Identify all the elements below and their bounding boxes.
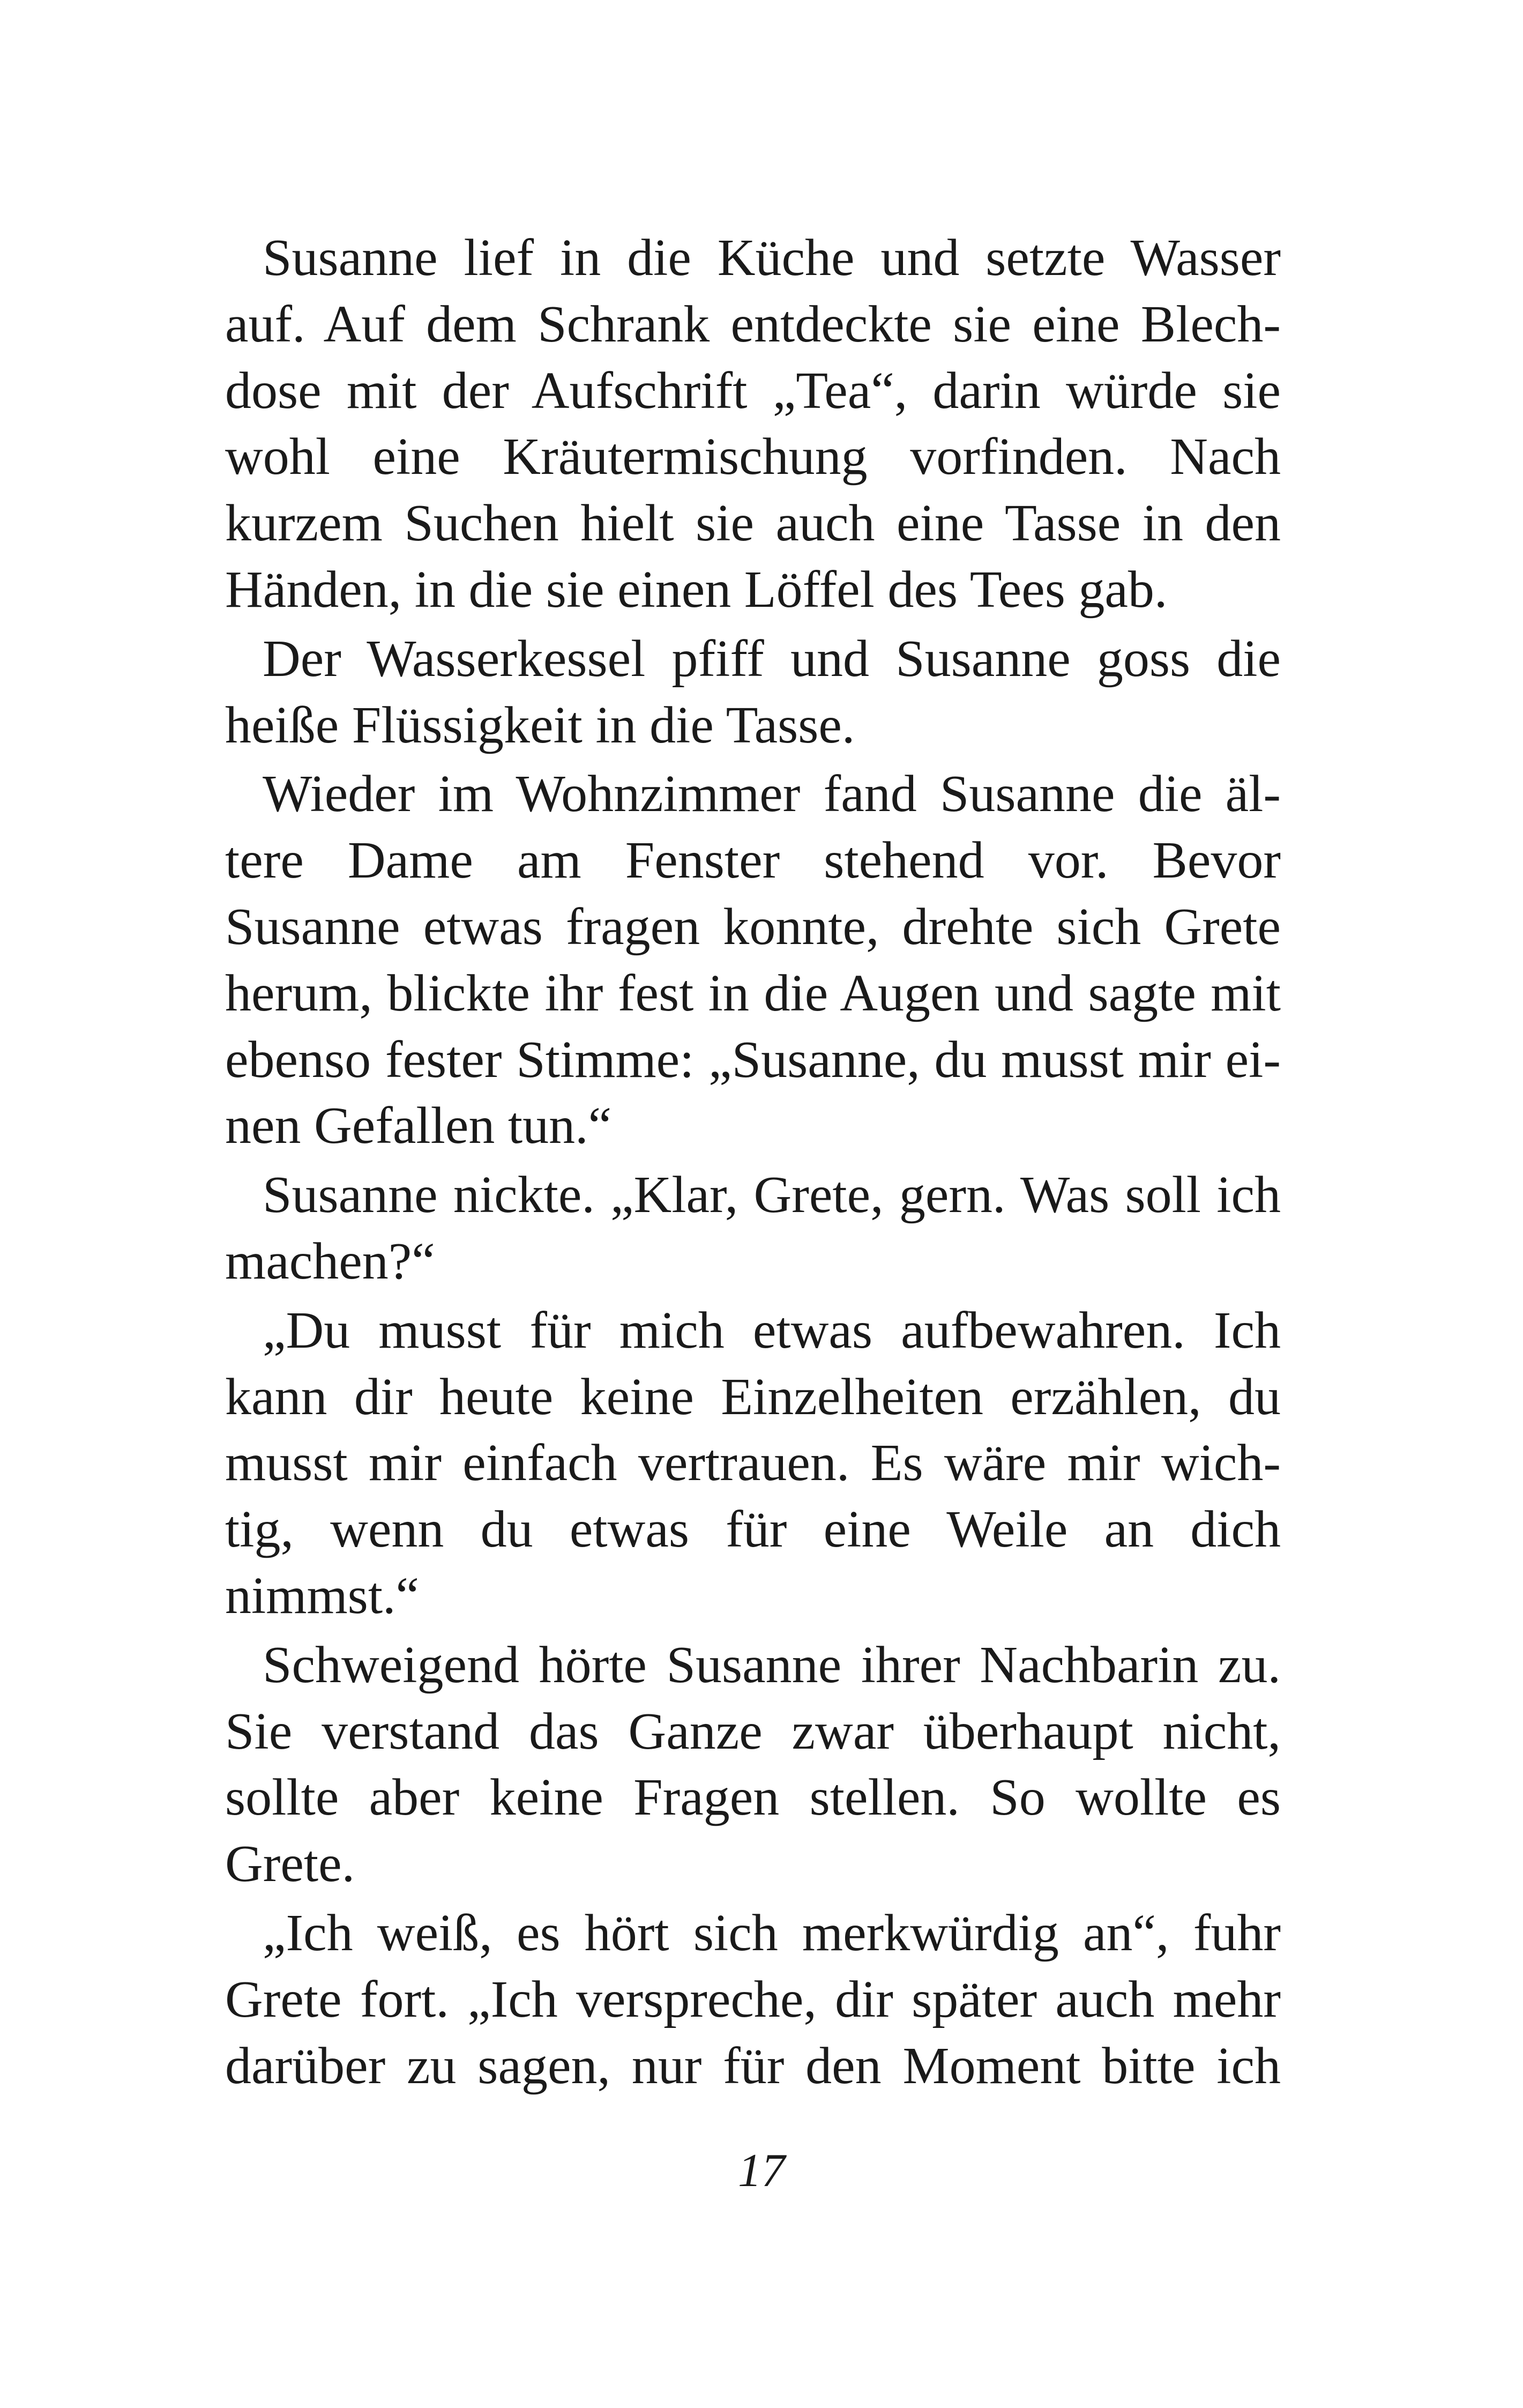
text-line: „Ich weiß, es hört sich merkwürdig an“, fuhr: [263, 1904, 1281, 1962]
paragraph-4: [225, 1162, 1281, 1295]
text-line: auf. Auf dem Schrank entdeckte sie eine Blech-: [225, 295, 1281, 353]
paragraph-7: [225, 1900, 1281, 2099]
text-line: Der Wasserkessel pfiff und Susanne goss die: [263, 629, 1281, 688]
text-line: ebenso fester Stimme: „Susanne, du musst mir ei-: [225, 1030, 1281, 1089]
text-line: heiße Flüssigkeit in die Tasse.: [225, 696, 855, 754]
text-line: nimmst.“: [225, 1566, 420, 1625]
page-number: 17: [738, 2145, 785, 2197]
text-line: herum, blickte ihr fest in die Augen und sagte mit: [225, 964, 1281, 1022]
text-line: Sie verstand das Ganze zwar überhaupt nicht,: [225, 1702, 1281, 1760]
text-line: nen Gefallen tun.“: [225, 1097, 612, 1155]
text-line: tere Dame am Fenster stehend vor. Bevor: [225, 831, 1281, 890]
text-line: kurzem Suchen hielt sie auch eine Tasse in den: [225, 494, 1281, 553]
text-line: Grete fort. „Ich verspreche, dir später auch mehr: [225, 1970, 1281, 2028]
paragraph-5: [225, 1298, 1281, 1630]
text-line: tig, wenn du etwas für eine Weile an dich: [225, 1500, 1281, 1559]
text-line: Susanne lief in die Küche und setzte Wasser: [263, 229, 1281, 287]
body-text: [225, 225, 1281, 2102]
text-line: sollte aber keine Fragen stellen. So wollte es: [225, 1768, 1281, 1827]
paragraph-3: [225, 761, 1281, 1160]
paragraph-6: [225, 1632, 1281, 1898]
text-line: kann dir heute keine Einzelheiten erzählen, du: [225, 1367, 1281, 1426]
text-line: wohl eine Kräutermischung vorfinden. Nach: [225, 428, 1281, 486]
text-line: Grete.: [225, 1835, 355, 1893]
text-line: Susanne etwas fragen konnte, drehte sich Grete: [225, 897, 1281, 956]
text-line: „Du musst für mich etwas aufbewahren. Ich: [263, 1301, 1281, 1359]
text-line: dose mit der Aufschrift „Tea“, darin würde sie: [225, 361, 1281, 420]
text-line: darüber zu sagen, nur für den Moment bitte ich: [225, 2037, 1281, 2095]
text-line: Schweigend hörte Susanne ihrer Nachbarin zu.: [263, 1636, 1281, 1694]
text-line: Händen, in die sie einen Löffel des Tees gab.: [225, 560, 1168, 619]
text-line: Wieder im Wohnzimmer fand Susanne die äl-: [263, 765, 1281, 823]
text-line: musst mir einfach vertrauen. Es wäre mir wich-: [225, 1434, 1281, 1492]
paragraph-1: [225, 225, 1281, 623]
text-line: machen?“: [225, 1232, 435, 1290]
paragraph-2: [225, 626, 1281, 759]
text-line: Susanne nickte. „Klar, Grete, gern. Was soll ich: [263, 1166, 1281, 1224]
